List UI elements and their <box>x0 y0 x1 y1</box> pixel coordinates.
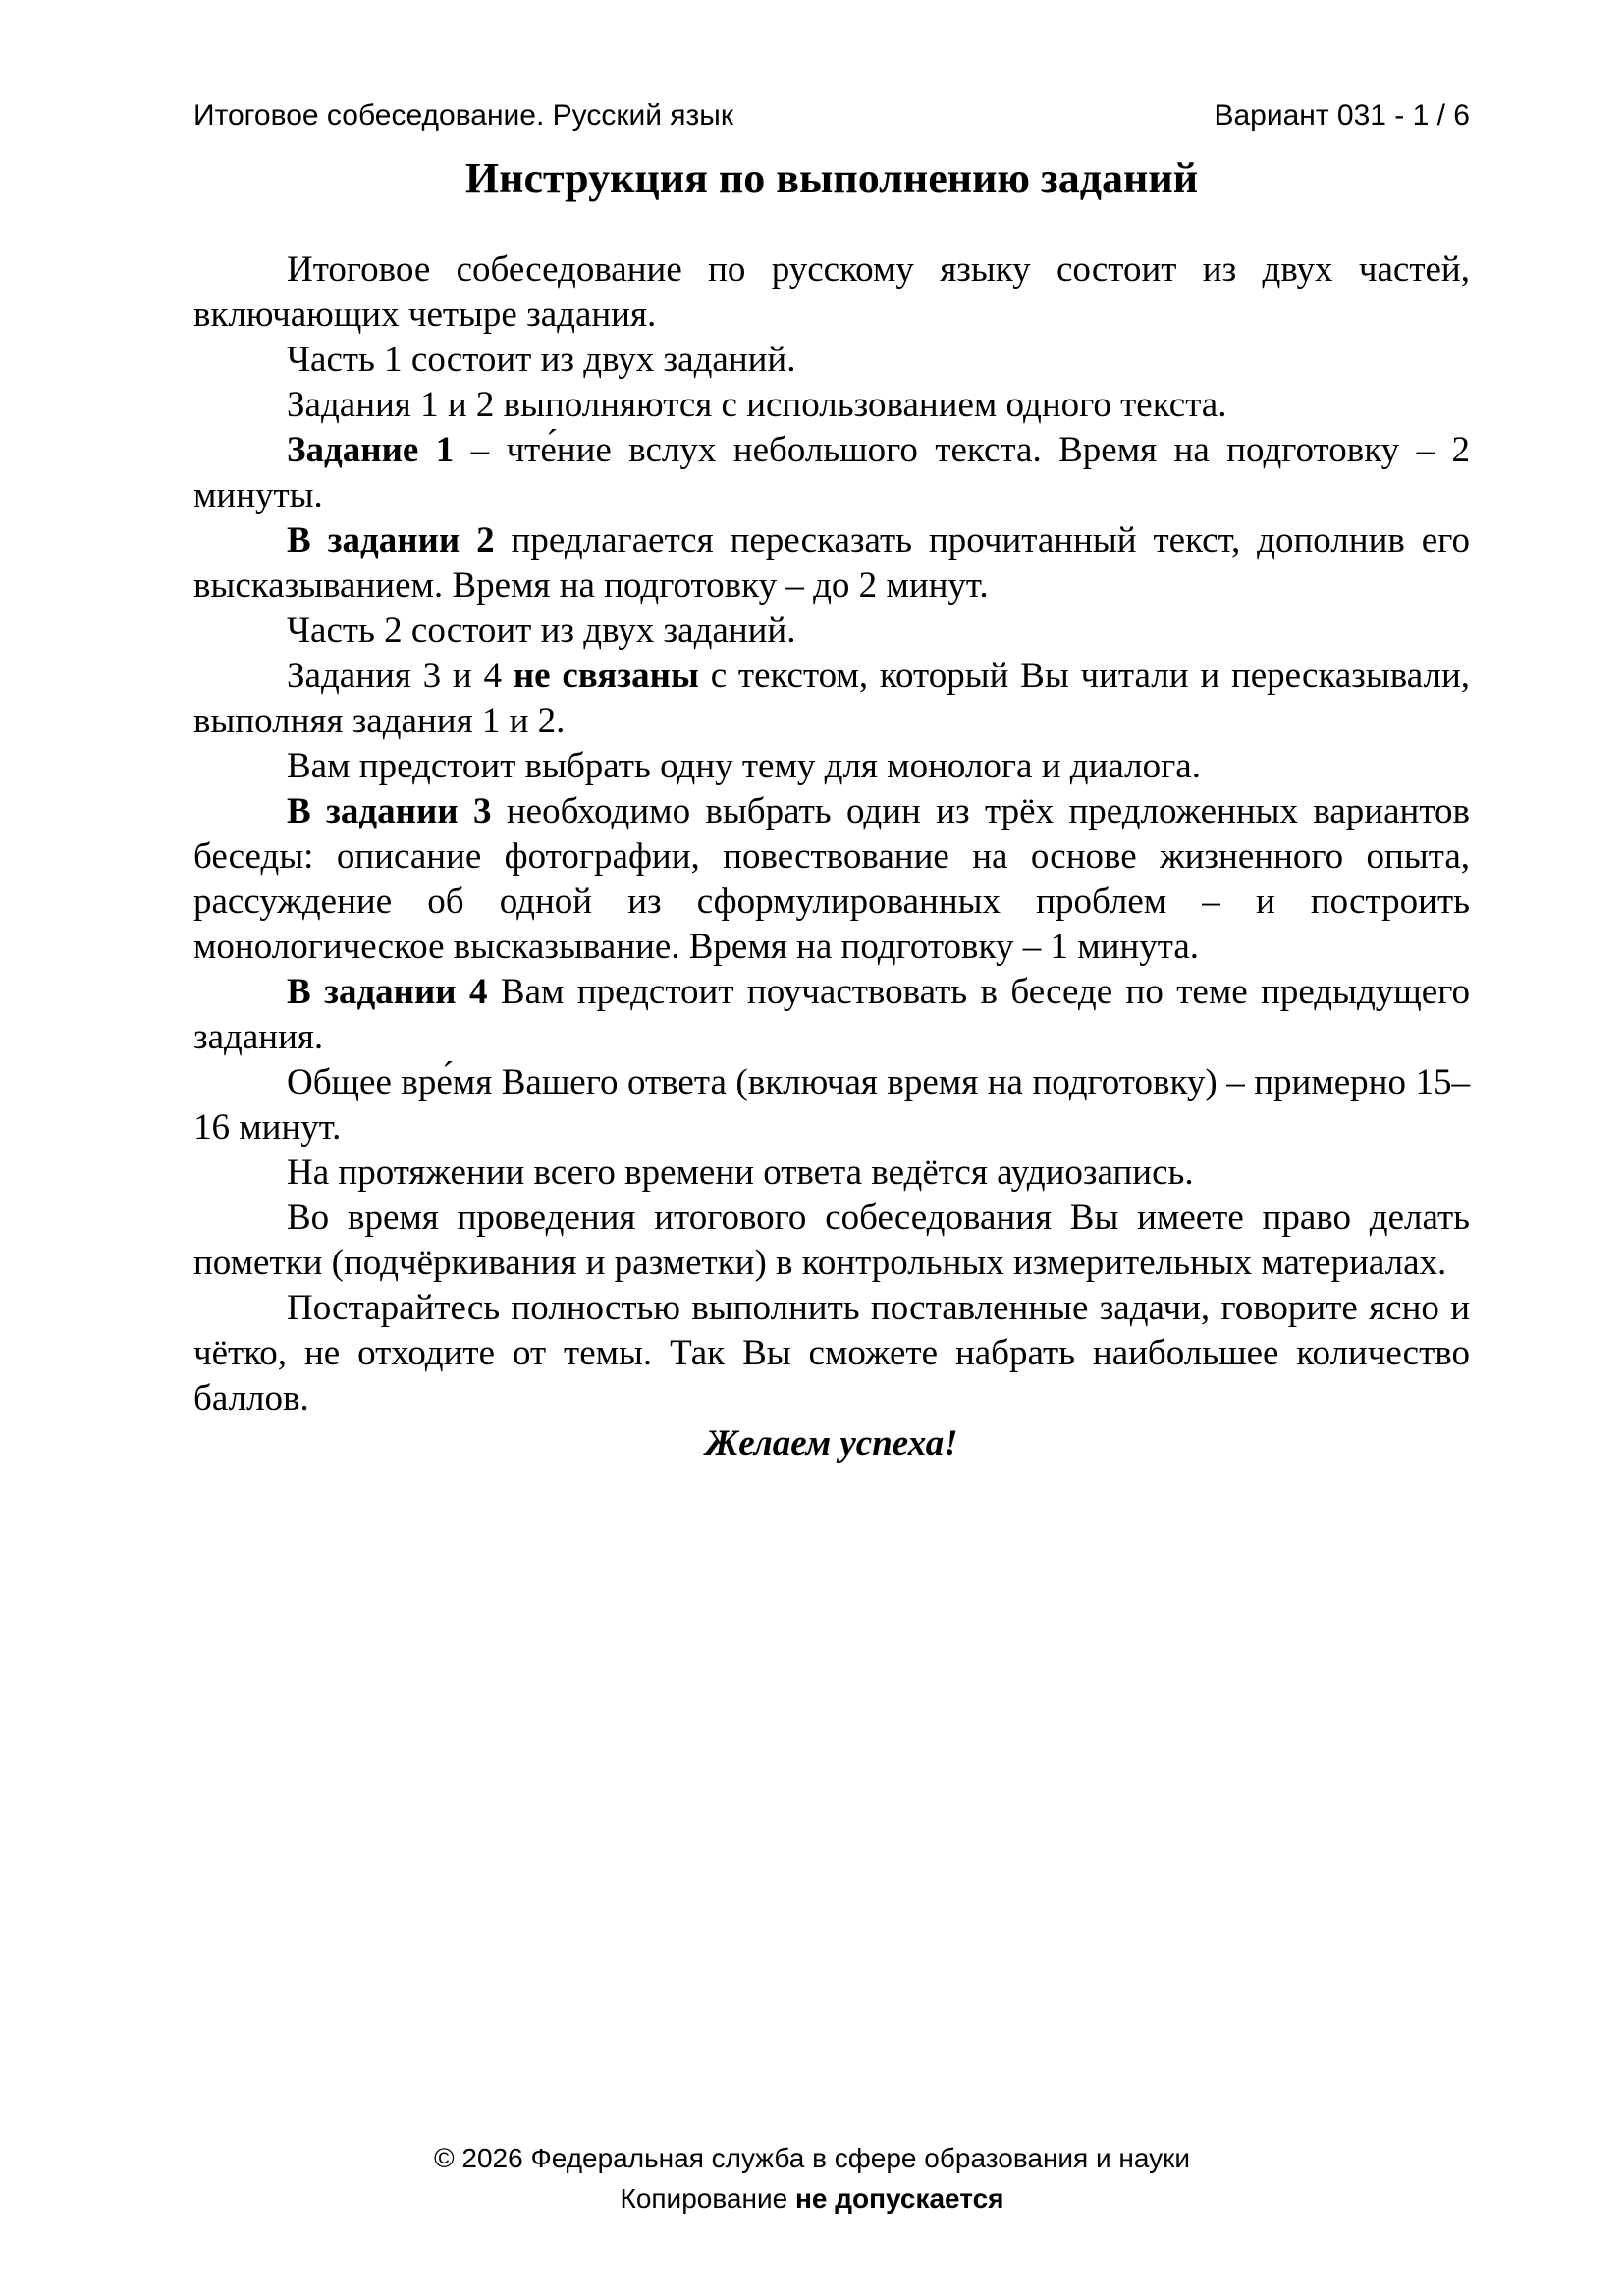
paragraph <box>193 1060 1470 1150</box>
text-run: не связаны <box>513 656 699 696</box>
text-run: Общее вре́мя Вашего ответа (включая время на подготовку) – примерно 15–16 минут. <box>193 1062 1470 1148</box>
paragraph <box>193 1286 1470 1421</box>
text-run: Желаем успеха! <box>705 1423 958 1464</box>
footer-copy-notice-regular: Копирование <box>620 2183 795 2214</box>
footer-copy-notice <box>0 2178 1624 2218</box>
footer-copy-notice-bold: не допускается <box>794 2183 1004 2214</box>
paragraph <box>193 1196 1470 1286</box>
text-run: Вам предстоит поучаствовать в беседе по теме предыдущего задания. <box>193 972 1470 1057</box>
text-run: Часть 1 состоит из двух заданий. <box>287 340 796 380</box>
text-run: В задании 3 <box>287 791 492 831</box>
header-variant-number: Вариант 031 - 1 / 6 <box>1214 99 1470 132</box>
text-run: предлагается пересказать прочитанный текст, дополнив его высказыванием. Время на подготовку – до 2 минут. <box>193 520 1470 606</box>
paragraph <box>193 383 1470 428</box>
text-run: Во время проведения итогового собеседования Вы имеете право делать пометки (подчёркивания и разметки) в контрольных измерительных материалах. <box>193 1198 1470 1283</box>
paragraph <box>193 428 1470 518</box>
header-exam-name: Итоговое собеседование. Русский язык <box>193 99 733 132</box>
paragraph <box>193 247 1470 338</box>
paragraph <box>193 338 1470 383</box>
text-run: Задания 3 и 4 <box>287 656 514 696</box>
page-footer <box>0 2138 1624 2218</box>
paragraph <box>193 970 1470 1060</box>
paragraph <box>193 789 1470 970</box>
text-run: Задание 1 <box>287 430 455 470</box>
paragraph <box>193 518 1470 609</box>
text-run: Задания 1 и 2 выполняются с использованием одного текста. <box>287 385 1227 425</box>
paragraph <box>193 744 1470 789</box>
footer-copyright: © 2026 Федеральная служба в сфере образования и науки <box>433 2143 1191 2173</box>
text-run: Постарайтесь полностью выполнить поставленные задачи, говорите ясно и чётко, не отходите от темы. Так Вы сможете набрать наибольшее количество баллов. <box>193 1288 1470 1418</box>
paragraph <box>193 1421 1470 1467</box>
text-run: необходимо выбрать один из трёх предложенных вариантов беседы: описание фотографии, повествование на основе жизненного опыта, рассуждение об одной из сформулированных проблем – и построить монологическое высказывание. Время на подготовку – 1 минута. <box>193 791 1470 967</box>
text-run: Итоговое собеседование по русскому языку состоит из двух частей, включающих четыре задания. <box>193 249 1470 335</box>
page-title: Инструкция по выполнению заданий <box>464 154 1199 202</box>
instruction-body <box>193 247 1470 1467</box>
text-run: с текстом, который Вы читали и пересказывали, выполняя задания 1 и 2. <box>193 656 1470 741</box>
text-run: В задании 4 <box>287 972 488 1012</box>
text-run: Вам предстоит выбрать одну тему для монолога и диалога. <box>287 746 1201 786</box>
text-run: – чте́ние вслух небольшого текста. Время на подготовку – 2 минуты. <box>193 430 1470 515</box>
text-run: В задании 2 <box>287 520 495 561</box>
paragraph <box>193 609 1470 654</box>
paragraph <box>193 1150 1470 1196</box>
text-run: На протяжении всего времени ответа ведётся аудиозапись. <box>287 1152 1194 1193</box>
page-header <box>193 98 1470 133</box>
text-run: Часть 2 состоит из двух заданий. <box>287 611 796 651</box>
paragraph <box>193 654 1470 744</box>
